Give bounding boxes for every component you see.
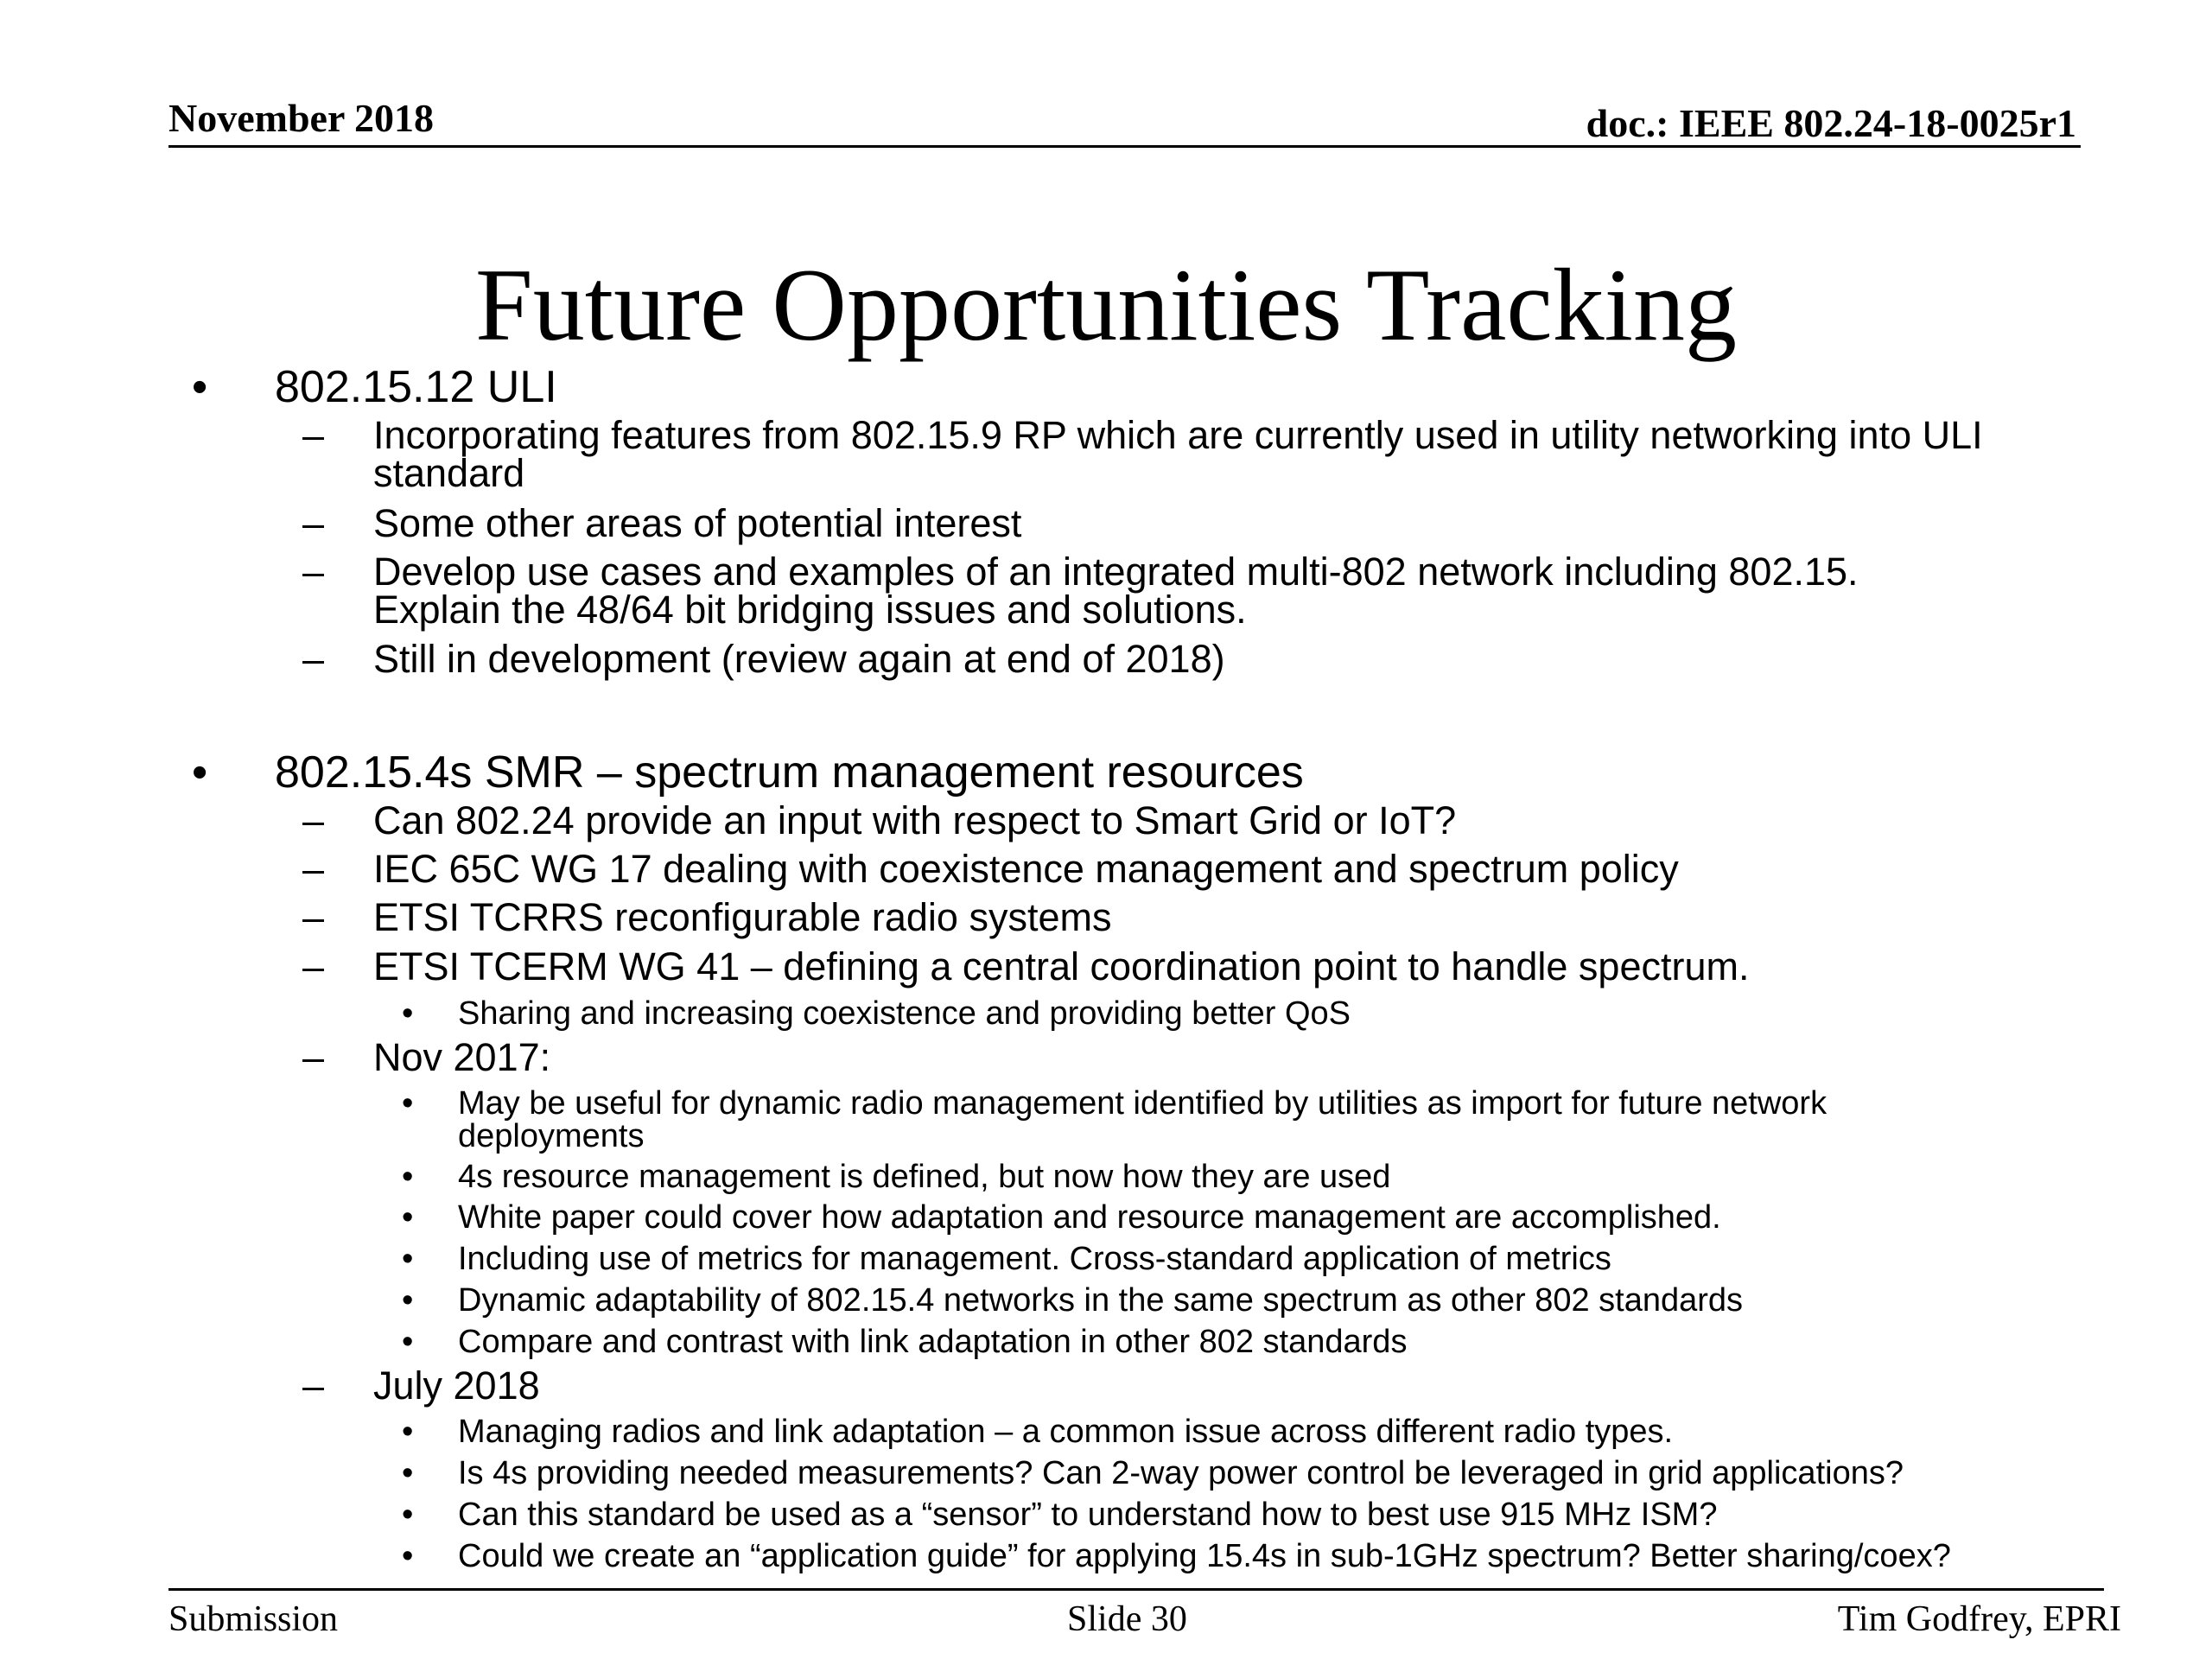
subbullet-marker: • xyxy=(402,1324,414,1360)
list-item: Incorporating features from 802.15.9 RP which are currently used in utility networking into ULI standard xyxy=(373,413,1983,495)
list-item: Can 802.24 provide an input with respect to Smart Grid or IoT? xyxy=(373,798,1457,842)
header-doc-id: doc.: IEEE 802.24-18-0025r1 xyxy=(1586,101,2076,145)
sub-list-item: Sharing and increasing coexistence and providing better QoS xyxy=(458,995,1351,1032)
dash-marker: – xyxy=(302,1035,325,1079)
footer-submission: Submission xyxy=(168,1599,339,1639)
section-heading: 802.15.4s SMR – spectrum management resources xyxy=(275,747,1304,798)
subbullet-marker: • xyxy=(402,1282,414,1319)
list-item: Still in development (review again at end of 2018) xyxy=(373,637,1225,681)
bullet-marker: • xyxy=(192,747,208,798)
subbullet-marker: • xyxy=(402,1414,414,1450)
footer-slide-number: Slide 30 xyxy=(1067,1599,1187,1639)
subbullet-marker: • xyxy=(402,1199,414,1236)
dash-marker: – xyxy=(302,413,325,457)
footer-divider xyxy=(168,1588,2104,1591)
list-item: Develop use cases and examples of an integrated multi-802 network including 802.15. Explain the 48/64 bit bridging issues and solutions. xyxy=(373,550,1859,632)
slide-title: Future Opportunities Tracking xyxy=(475,247,1737,362)
sub-list-item: Compare and contrast with link adaptation in other 802 standards xyxy=(458,1324,1408,1360)
dash-marker: – xyxy=(302,944,325,988)
dash-marker: – xyxy=(302,501,325,545)
dash-marker: – xyxy=(302,637,325,681)
section-heading: 802.15.12 ULI xyxy=(275,362,557,412)
list-item: IEC 65C WG 17 dealing with coexistence management and spectrum policy xyxy=(373,847,1679,891)
list-item: July 2018 xyxy=(373,1363,540,1408)
sub-list-item: Managing radios and link adaptation – a common issue across different radio types. xyxy=(458,1414,1674,1450)
dash-marker: – xyxy=(302,847,325,891)
header-divider xyxy=(168,145,2081,148)
sub-list-item: Is 4s providing needed measurements? Can 2-way power control be leveraged in grid applications? xyxy=(458,1455,1904,1491)
sub-list-item: Can this standard be used as a “sensor” to understand how to best use 915 MHz ISM? xyxy=(458,1497,1718,1533)
sub-list-item: Including use of metrics for management. Cross-standard application of metrics xyxy=(458,1241,1611,1277)
subbullet-marker: • xyxy=(402,1455,414,1491)
subbullet-marker: • xyxy=(402,1085,414,1122)
sub-list-item: Dynamic adaptability of 802.15.4 networks in the same spectrum as other 802 standards xyxy=(458,1282,1744,1319)
subbullet-marker: • xyxy=(402,1538,414,1574)
dash-marker: – xyxy=(302,550,325,594)
subbullet-marker: • xyxy=(402,1497,414,1533)
dash-marker: – xyxy=(302,895,325,939)
list-item: ETSI TCERM WG 41 – defining a central coordination point to handle spectrum. xyxy=(373,944,1750,988)
subbullet-marker: • xyxy=(402,995,414,1032)
header-date: November 2018 xyxy=(168,96,435,140)
list-item: Nov 2017: xyxy=(373,1035,551,1079)
sub-list-item: Could we create an “application guide” for applying 15.4s in sub-1GHz spectrum? Better sharing/coex? xyxy=(458,1538,1951,1574)
sub-list-item: 4s resource management is defined, but now how they are used xyxy=(458,1159,1391,1195)
sub-list-item: May be useful for dynamic radio management identified by utilities as import for future network deployments xyxy=(458,1085,1827,1154)
bullet-marker: • xyxy=(192,362,208,412)
dash-marker: – xyxy=(302,1363,325,1408)
list-item: ETSI TCRRS reconfigurable radio systems xyxy=(373,895,1112,939)
dash-marker: – xyxy=(302,798,325,842)
footer-author: Tim Godfrey, EPRI xyxy=(1837,1599,2121,1639)
sub-list-item: White paper could cover how adaptation and resource management are accomplished. xyxy=(458,1199,1721,1236)
subbullet-marker: • xyxy=(402,1159,414,1195)
list-item: Some other areas of potential interest xyxy=(373,501,1022,545)
subbullet-marker: • xyxy=(402,1241,414,1277)
